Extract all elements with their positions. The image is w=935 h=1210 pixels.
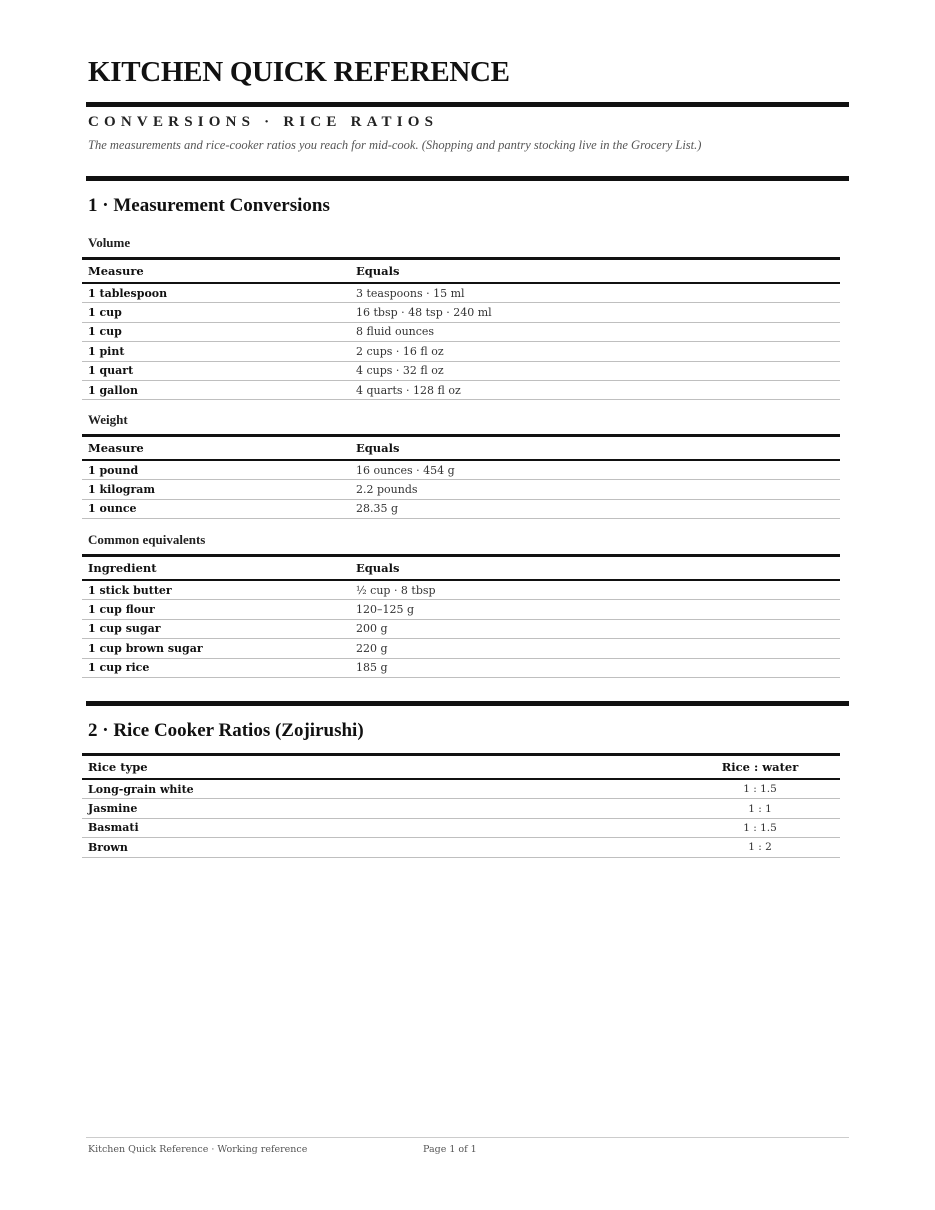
rice-type-cell: Long-grain white <box>82 779 680 799</box>
equals-cell: 16 tbsp · 48 tsp · 240 ml <box>350 303 840 322</box>
page-title: KITCHEN QUICK REFERENCE <box>88 56 510 88</box>
page-subtitle: CONVERSIONS · RICE RATIOS <box>88 114 439 130</box>
equals-cell: 185 g <box>350 658 840 677</box>
column-header: Equals <box>350 259 840 284</box>
measure-cell: 1 ounce <box>82 499 350 518</box>
table-row <box>82 380 840 399</box>
column-header: Rice type <box>82 755 680 780</box>
title-rule <box>86 102 849 107</box>
volume-table <box>82 257 840 400</box>
equals-cell: 4 quarts · 128 fl oz <box>350 380 840 399</box>
ratio-cell: 1 : 1 <box>680 799 840 818</box>
equals-cell: 4 cups · 32 fl oz <box>350 361 840 380</box>
subheading-weight: Weight <box>88 412 128 427</box>
table-row <box>82 658 840 677</box>
equals-cell: 220 g <box>350 639 840 658</box>
measure-cell: 1 pint <box>82 342 350 361</box>
ingredient-cell: 1 stick butter <box>82 580 350 600</box>
equals-cell: 28.35 g <box>350 499 840 518</box>
measure-cell: 1 gallon <box>82 380 350 399</box>
subheading-volume: Volume <box>88 235 131 250</box>
rice-ratio-table <box>82 753 840 858</box>
column-header: Ingredient <box>82 556 350 581</box>
equals-cell: ½ cup · 8 tbsp <box>350 580 840 600</box>
table-row <box>82 480 840 499</box>
table-row <box>82 619 840 638</box>
table-row <box>82 499 840 518</box>
table-row <box>82 779 840 799</box>
table-header-row <box>82 755 840 780</box>
measure-cell: 1 quart <box>82 361 350 380</box>
table-row <box>82 799 840 818</box>
measure-cell: 1 kilogram <box>82 480 350 499</box>
equals-cell: 120–125 g <box>350 600 840 619</box>
weight-table <box>82 434 840 519</box>
rice-type-cell: Brown <box>82 838 680 857</box>
footer-label: Kitchen Quick Reference · Working reference <box>88 1144 308 1155</box>
equals-cell: 16 ounces · 454 g <box>350 460 840 480</box>
measure-cell: 1 tablespoon <box>82 283 350 303</box>
column-header: Equals <box>350 436 840 461</box>
ratio-cell: 1 : 2 <box>680 838 840 857</box>
section-heading-rice-ratios: 2 · Rice Cooker Ratios (Zojirushi) <box>88 720 364 741</box>
ingredient-cell: 1 cup sugar <box>82 619 350 638</box>
table-row <box>82 303 840 322</box>
ingredient-cell: 1 cup brown sugar <box>82 639 350 658</box>
measure-cell: 1 cup <box>82 303 350 322</box>
equals-cell: 200 g <box>350 619 840 638</box>
equals-cell: 2 cups · 16 fl oz <box>350 342 840 361</box>
equals-cell: 2.2 pounds <box>350 480 840 499</box>
section-rule <box>86 176 849 181</box>
column-header: Equals <box>350 556 840 581</box>
table-row <box>82 818 840 837</box>
table-row <box>82 639 840 658</box>
rice-type-cell: Jasmine <box>82 799 680 818</box>
equals-cell: 3 teaspoons · 15 ml <box>350 283 840 303</box>
ingredient-cell: 1 cup flour <box>82 600 350 619</box>
table-row <box>82 580 840 600</box>
rice-type-cell: Basmati <box>82 818 680 837</box>
table-header-row <box>82 436 840 461</box>
measure-cell: 1 pound <box>82 460 350 480</box>
subheading-common-equivalents: Common equivalents <box>88 532 206 547</box>
table-row <box>82 361 840 380</box>
section-rule <box>86 701 849 706</box>
measure-cell: 1 cup <box>82 322 350 341</box>
page-number: Page 1 of 1 <box>423 1144 477 1155</box>
equivalents-table <box>82 554 840 678</box>
ingredient-cell: 1 cup rice <box>82 658 350 677</box>
table-row <box>82 283 840 303</box>
table-row <box>82 600 840 619</box>
intro-text: The measurements and rice-cooker ratios you reach for mid-cook. (Shopping and pantry stocking live in the Grocery List.) <box>88 138 702 152</box>
column-header: Measure <box>82 436 350 461</box>
table-row <box>82 838 840 857</box>
table-row <box>82 460 840 480</box>
ratio-cell: 1 : 1.5 <box>680 779 840 799</box>
table-row <box>82 322 840 341</box>
table-header-row <box>82 556 840 581</box>
section-heading-conversions: 1 · Measurement Conversions <box>88 195 330 216</box>
table-header-row <box>82 259 840 284</box>
footer-rule <box>86 1137 849 1138</box>
equals-cell: 8 fluid ounces <box>350 322 840 341</box>
column-header: Rice : water <box>680 755 840 780</box>
table-row <box>82 342 840 361</box>
column-header: Measure <box>82 259 350 284</box>
ratio-cell: 1 : 1.5 <box>680 818 840 837</box>
